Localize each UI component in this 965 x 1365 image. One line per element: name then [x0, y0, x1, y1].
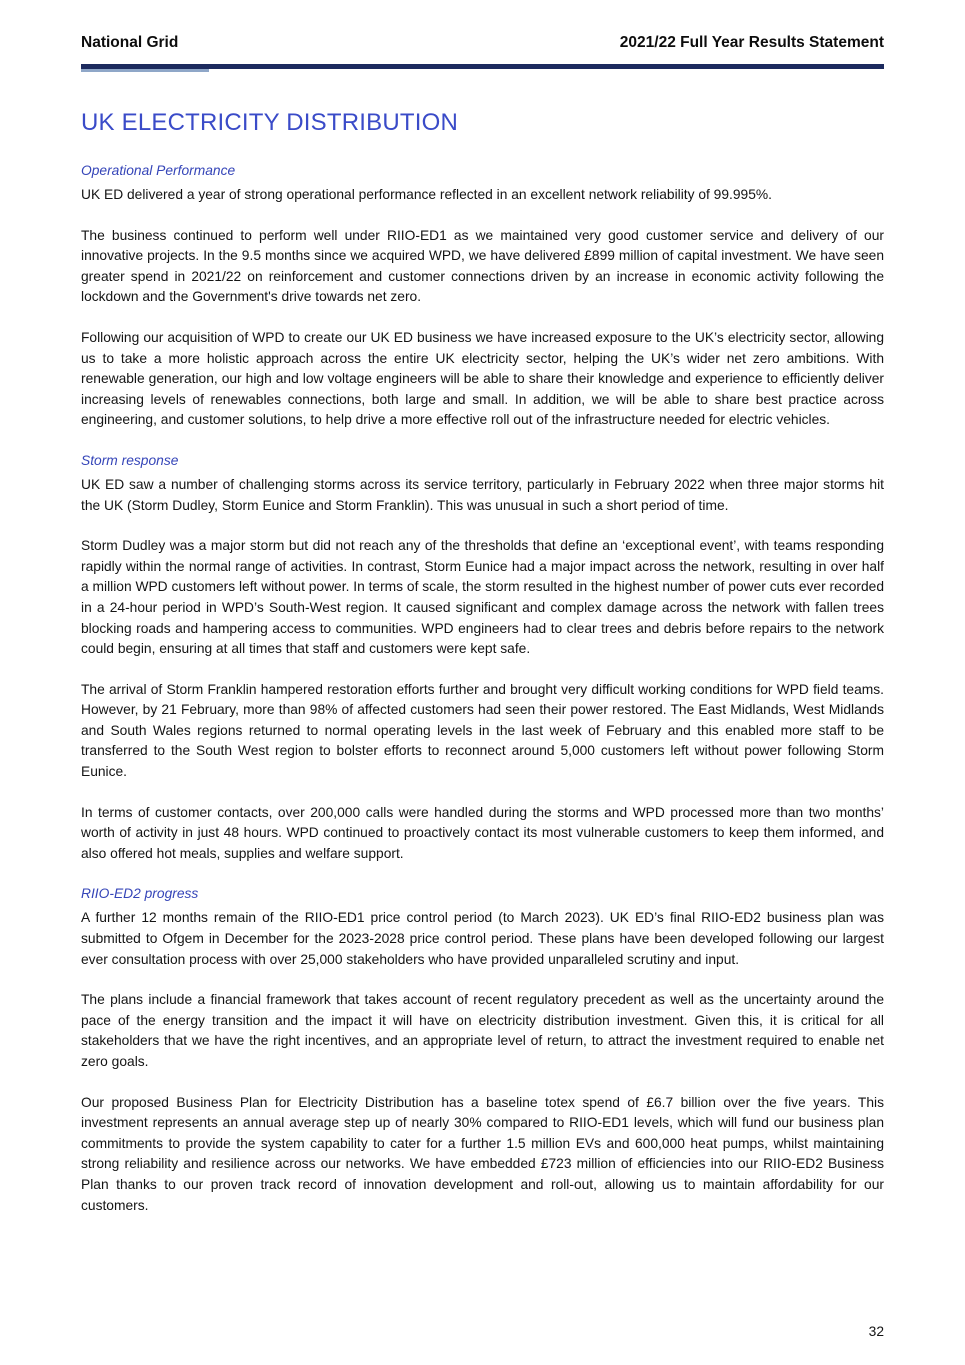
paragraph: The arrival of Storm Franklin hampered restoration efforts further and brought very difficult working conditions for WPD field teams. However, by 21 February, more than 98% of affected customers had seen their power restored. The East Midlands, West Midlands and South Wales regions returned to normal operating levels in the last week of February and this enabled more staff to be transferred to the South West region to bolster efforts to reconnect around 5,000 customers left without power following Storm Eunice. [81, 681, 884, 780]
page-title: UK ELECTRICITY DISTRIBUTION [81, 109, 459, 136]
paragraph: The plans include a financial framework that takes account of recent regulatory precedent as well as the uncertainty around the pace of the energy transition and the impact it will have on electricity distribution investment. Given this, it is critical for all stakeholders that we have the right incentives, and an appropriate level of return, to attract the investment required to enable net zero goals. [81, 992, 884, 1069]
section-riio-ed2-progress [81, 886, 884, 1216]
paragraph: Following our acquisition of WPD to create our UK ED business we have increased exposure to the UK’s electricity sector, allowing us to take a more holistic approach across the entire UK electricity sector, helping the UK’s wider net zero ambitions. With renewable generation, our high and low voltage engineers will be able to share their knowledge and experience to efficiently deliver increasing levels of renewables connections, both large and small. In addition, we will be able to share best practice across engineering, and customer solutions, to help drive a more effective roll out of the infrastructure needed for electric vehicles. [81, 329, 884, 428]
header-rule [81, 64, 884, 69]
section-heading: Storm response [81, 452, 179, 468]
section-heading: RIIO-ED2 progress [81, 886, 199, 902]
paragraph: A further 12 months remain of the RIIO-ED1 price control period (to March 2023). UK ED’s final RIIO-ED2 business plan was submitted to Ofgem in December for the 2023-2028 price control period. These plans have been developed following our largest ever consultation process with over 25,000 stakeholders who have provided unparalleled scrutiny and input. [81, 910, 884, 967]
paragraph: UK ED saw a number of challenging storms across its service territory, particularly in February 2022 when three major storms hit the UK (Storm Dudley, Storm Eunice and Storm Franklin). This was unusual in such a short period of time. [81, 476, 884, 513]
header-row [81, 34, 884, 52]
page-number: 32 [868, 1324, 884, 1339]
document-title: 2021/22 Full Year Results Statement [619, 34, 884, 51]
section-heading: Operational Performance [81, 163, 236, 178]
section-storm-response [81, 453, 884, 865]
paragraph: The business continued to perform well under RIIO-ED1 as we maintained very good customer service and delivery of our innovative projects. In the 9.5 months since we acquired WPD, we have delivered £899 million of capital investment. We have seen greater spend in 2021/22 on reinforcement and customer connections driven by an increase in economic activity following the lockdown and the Government's drive towards net zero. [81, 227, 884, 305]
paragraph: Our proposed Business Plan for Electricity Distribution has a baseline totex spend of £6.7 billion over the five years. This investment represents an annual average step up of nearly 30% compared to RIIO-ED1 levels, which will fund our business plan commitments to provide the system capability to cater for a further 1.5 million EVs and 600,000 heat pumps, whilst maintaining strong reliability and resilience across our networks. We have embedded £723 million of efficiencies into our RIIO-ED2 Business Plan thanks to our proven track record of innovation development and roll-out, allowing us to maintain affordability for our customers. [81, 1094, 884, 1213]
paragraph: UK ED delivered a year of strong operational performance reflected in an excellent network reliability of 99.995%. [81, 187, 772, 202]
document-body [0, 109, 965, 1216]
company-name: National Grid [81, 34, 179, 51]
paragraph: In terms of customer contacts, over 200,000 calls were handled during the storms and WPD processed more than two months’ worth of activity in just 48 hours. WPD continued to proactively contact its most vulnerable customers to keep them informed, and also offered hot meals, supplies and welfare support. [81, 804, 884, 861]
section-operational-performance [81, 163, 884, 431]
paragraph: Storm Dudley was a major storm but did not reach any of the thresholds that define an ‘exceptional event’, with teams responding rapidly within the normal range of activities. In contrast, Storm Eunice had a major impact across the network, resulting in over half a million WPD customers left without power. In terms of scale, the storm resulted in the highest number of power cuts ever recorded in a 24-hour period in WPD’s South-West region. It caused significant and complex damage across the network with fallen trees blocking roads and hampering access to communities. WPD engineers had to clear trees and debris before repairs to the network could begin, ensuring at all times that staff and customers were kept safe. [81, 538, 884, 657]
header-rule-accent [81, 69, 209, 72]
document-header [0, 0, 965, 69]
